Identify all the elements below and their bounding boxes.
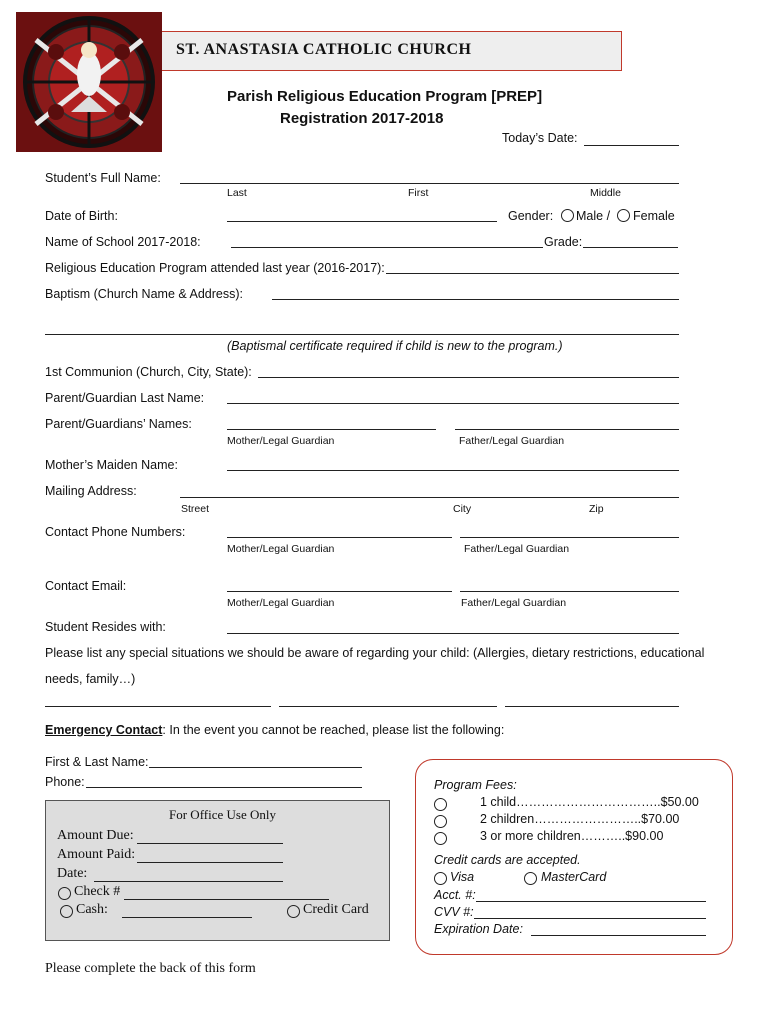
fee-one-child: 1 child……………………………..$50.00: [480, 795, 699, 809]
fee-one-child-radio[interactable]: [434, 798, 447, 811]
prev-program-label: Religious Education Program attended last year (2016-2017):: [45, 261, 385, 275]
baptism-note: (Baptismal certificate required if child is new to the program.): [227, 339, 563, 353]
church-name-banner: [162, 31, 622, 71]
dob-field[interactable]: [227, 221, 497, 222]
amount-due-label: Amount Due:: [57, 828, 134, 843]
cash-radio[interactable]: [60, 905, 73, 918]
mailing-address-field[interactable]: [180, 497, 679, 498]
office-date-field[interactable]: [94, 881, 283, 882]
office-use-box: [45, 800, 390, 941]
office-date-label: Date:: [57, 866, 88, 881]
male-label: Male /: [576, 209, 611, 223]
office-title: For Office Use Only: [169, 807, 276, 822]
school-label: Name of School 2017-2018:: [45, 235, 201, 249]
program-fees-title: Program Fees:: [434, 778, 517, 792]
grade-label: Grade:: [544, 235, 583, 249]
emergency-text: : In the event you cannot be reached, please list the following:: [162, 723, 505, 737]
resides-with-label: Student Resides with:: [45, 620, 166, 634]
expiration-label: Expiration Date:: [434, 922, 523, 936]
special-situations-text-2: needs, family…): [45, 672, 136, 686]
communion-field[interactable]: [258, 377, 679, 378]
mother-name-field[interactable]: [227, 429, 436, 430]
credit-card-radio[interactable]: [287, 905, 300, 918]
mother-phone-label: Mother/Legal Guardian: [227, 543, 335, 555]
middle-label: Middle: [590, 187, 621, 199]
check-radio[interactable]: [58, 887, 71, 900]
expiration-field[interactable]: [531, 935, 706, 936]
last-label: Last: [227, 187, 247, 199]
baptism-field[interactable]: [272, 299, 679, 300]
todays-date-field[interactable]: [584, 145, 679, 146]
grade-field[interactable]: [583, 247, 678, 248]
credit-card-label: Credit Card: [303, 902, 369, 917]
male-radio[interactable]: [561, 209, 574, 222]
prev-program-field[interactable]: [386, 273, 679, 274]
student-name-field[interactable]: [180, 183, 679, 184]
resides-with-field[interactable]: [227, 633, 679, 634]
fee-three-children-radio[interactable]: [434, 832, 447, 845]
acct-field[interactable]: [476, 901, 706, 902]
parent-names-label: Parent/Guardians’ Names:: [45, 417, 192, 431]
emergency-name-label: First & Last Name:: [45, 755, 149, 769]
mastercard-label: MasterCard: [541, 870, 607, 884]
father-email-field[interactable]: [460, 591, 679, 592]
phone-numbers-label: Contact Phone Numbers:: [45, 525, 186, 539]
student-name-label: Student’s Full Name:: [45, 171, 161, 185]
church-name: ST. ANASTASIA CATHOLIC CHURCH: [176, 41, 472, 58]
parent-last-name-label: Parent/Guardian Last Name:: [45, 391, 205, 405]
mother-email-field[interactable]: [227, 591, 452, 592]
special-field-1[interactable]: [45, 706, 271, 707]
acct-label: Acct. #:: [434, 888, 476, 902]
school-field[interactable]: [231, 247, 543, 248]
cash-label: Cash:: [76, 902, 108, 917]
mother-email-label: Mother/Legal Guardian: [227, 597, 335, 609]
mailing-address-label: Mailing Address:: [45, 484, 137, 498]
cvv-label: CVV #:: [434, 905, 474, 919]
father-phone-field[interactable]: [460, 537, 679, 538]
footer-note: Please complete the back of this form: [45, 961, 256, 976]
zip-label: Zip: [589, 503, 604, 515]
visa-radio[interactable]: [434, 872, 447, 885]
fee-three-children: 3 or more children………..$90.00: [480, 829, 664, 843]
father-guardian-label: Father/Legal Guardian: [459, 435, 565, 447]
check-label: Check #: [74, 884, 121, 899]
first-label: First: [408, 187, 429, 199]
mother-guardian-label: Mother/Legal Guardian: [227, 435, 335, 447]
amount-due-field[interactable]: [137, 843, 283, 844]
maiden-name-field[interactable]: [227, 470, 679, 471]
program-title: Parish Religious Education Program [PREP]: [227, 88, 543, 105]
father-email-label: Father/Legal Guardian: [461, 597, 567, 609]
special-field-2[interactable]: [279, 706, 497, 707]
female-label: Female: [633, 209, 675, 223]
program-fees-box: [415, 759, 733, 955]
emergency-name-field[interactable]: [149, 767, 362, 768]
city-label: City: [453, 503, 472, 515]
dob-label: Date of Birth:: [45, 209, 118, 223]
amount-paid-field[interactable]: [137, 862, 283, 863]
baptism-field-line2[interactable]: [45, 334, 679, 335]
fee-two-children-radio[interactable]: [434, 815, 447, 828]
mastercard-radio[interactable]: [524, 872, 537, 885]
mother-phone-field[interactable]: [227, 537, 452, 538]
emergency-heading: [45, 723, 504, 737]
stained-glass-icon: [16, 12, 162, 152]
parent-last-name-field[interactable]: [227, 403, 679, 404]
communion-label: 1st Communion (Church, City, State):: [45, 365, 252, 379]
emergency-phone-label: Phone:: [45, 775, 85, 789]
father-phone-label: Father/Legal Guardian: [464, 543, 570, 555]
street-label: Street: [181, 503, 210, 515]
female-radio[interactable]: [617, 209, 630, 222]
contact-email-label: Contact Email:: [45, 579, 127, 593]
special-field-3[interactable]: [505, 706, 679, 707]
cash-field[interactable]: [122, 917, 252, 918]
visa-label: Visa: [450, 870, 475, 884]
check-number-field[interactable]: [124, 899, 329, 900]
emergency-contact-title: Emergency Contact: [45, 723, 163, 737]
special-situations-text: Please list any special situations we should be aware of regarding your child: (Allergies, dietary restrictions, educational: [45, 646, 705, 660]
father-name-field[interactable]: [455, 429, 679, 430]
emergency-phone-field[interactable]: [86, 787, 362, 788]
baptism-label: Baptism (Church Name & Address):: [45, 287, 243, 301]
cvv-field[interactable]: [474, 918, 706, 919]
credit-cards-note: Credit cards are accepted.: [434, 853, 581, 867]
gender-label: Gender:: [508, 209, 554, 223]
maiden-name-label: Mother’s Maiden Name:: [45, 458, 178, 472]
church-logo: [16, 12, 162, 152]
registration-title: Registration 2017-2018: [280, 110, 444, 127]
fee-two-children: 2 children……………………..$70.00: [480, 812, 680, 826]
todays-date-label: Today’s Date:: [502, 131, 578, 145]
amount-paid-label: Amount Paid:: [57, 847, 136, 862]
